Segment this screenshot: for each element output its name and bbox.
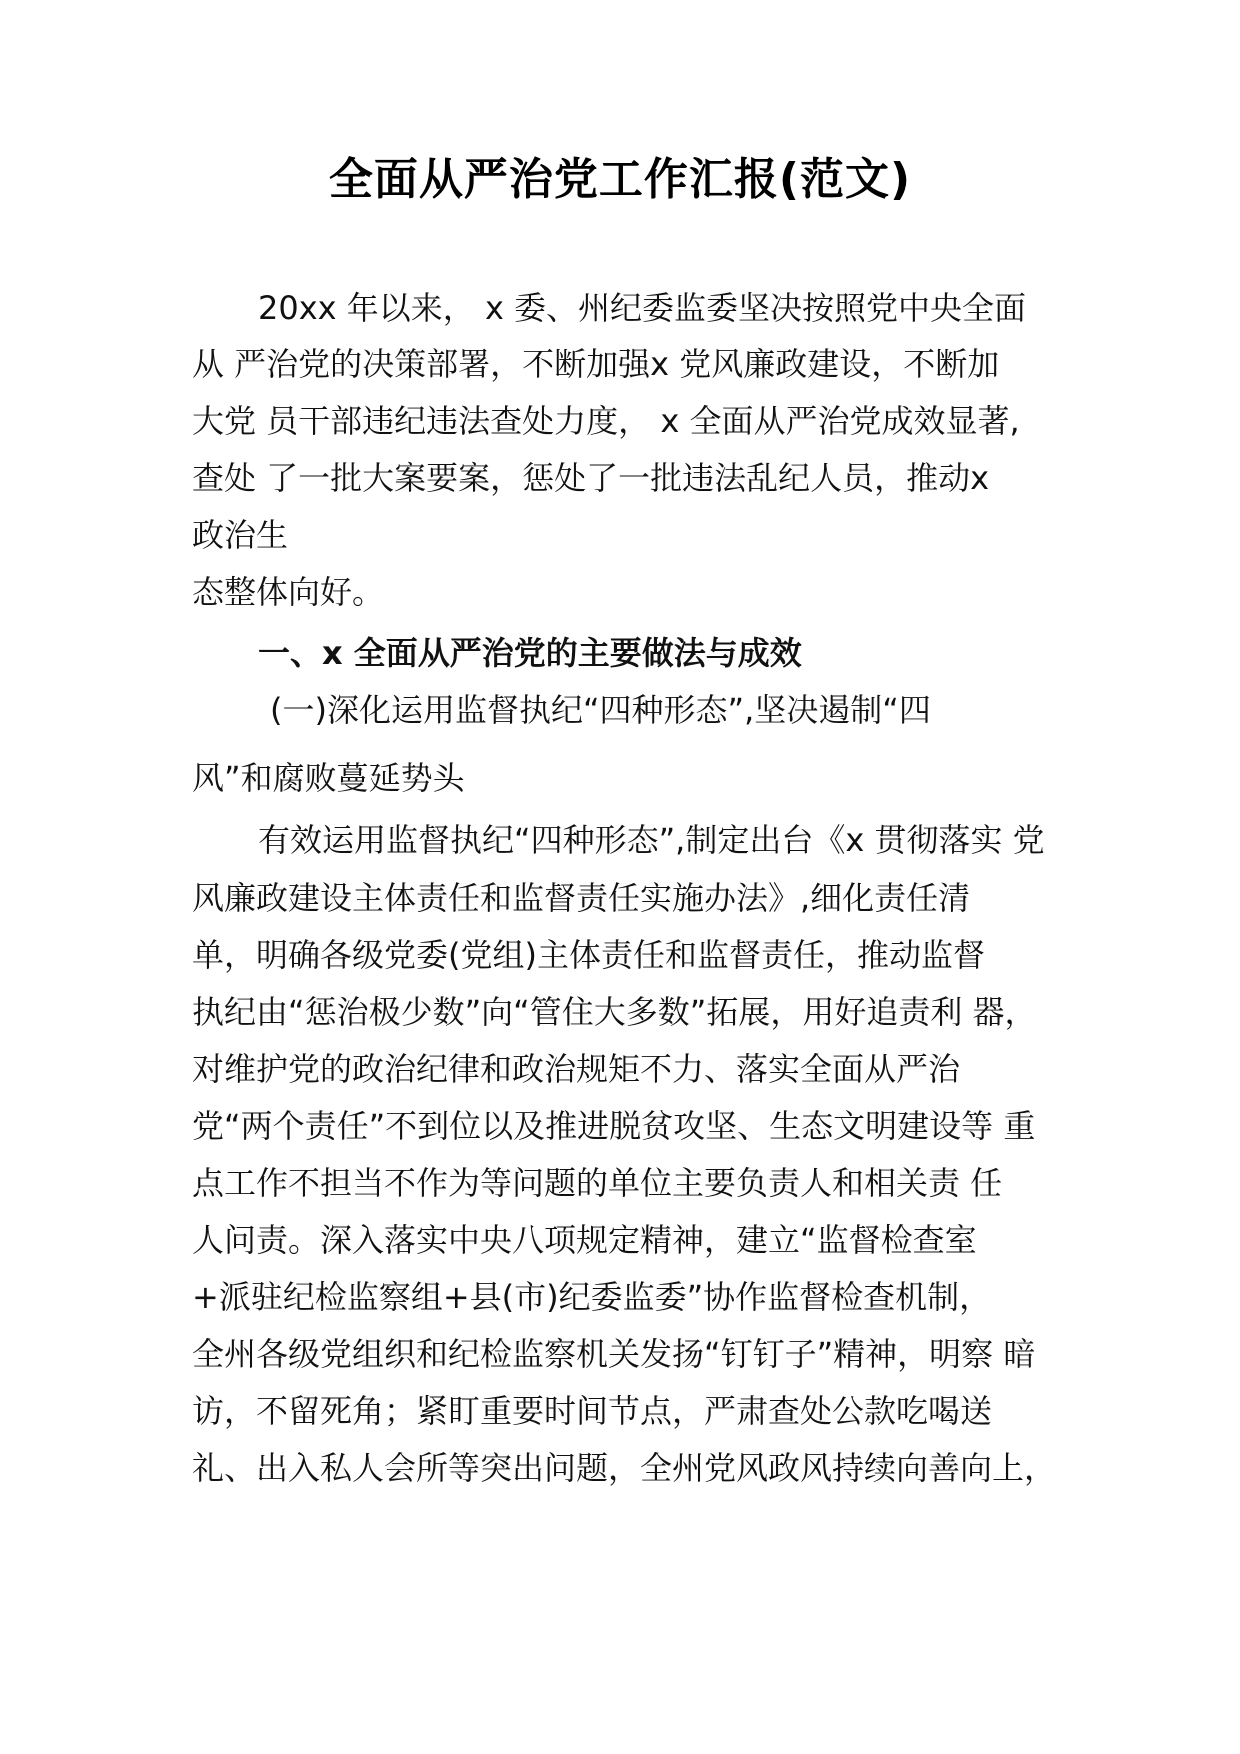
paragraph-line: 对维护党的政治纪律和政治规矩不力、落实全面从严治 — [192, 1050, 961, 1088]
paragraph-line: 政治生 — [192, 516, 289, 554]
subsection-heading-continued: 风”和腐败蔓延势头 — [192, 759, 465, 797]
paragraph-line: 风廉政建设主体责任和监督责任实施办法》,细化责任清 — [192, 879, 971, 917]
paragraph-line: 全州各级党组织和纪检监察机关发扬“钉钉子”精神，明察 暗 — [192, 1335, 1036, 1373]
paragraph-line: 礼、出入私人会所等突出问题，全州党风政风持续向善向上， — [192, 1449, 1057, 1487]
section-heading: 一、x 全面从严治党的主要做法与成效 — [258, 634, 802, 672]
subsection-heading: (一)深化运用监督执纪“四种形态”,坚决遏制“四 — [270, 691, 931, 729]
paragraph-line: 执纪由“惩治极少数”向“管住大多数”拓展，用好追责利 器， — [192, 993, 1037, 1031]
paragraph-line: 党“两个责任”不到位以及推进脱贫攻坚、生态文明建设等 重 — [192, 1107, 1036, 1145]
paragraph-line: 单，明确各级党委(党组)主体责任和监督责任，推动监督 — [192, 936, 985, 974]
paragraph-line: 点工作不担当不作为等问题的单位主要负责人和相关责 任 — [192, 1164, 1003, 1202]
paragraph-line: 查处 了一批大案要案，惩处了一批违法乱纪人员，推动x — [192, 459, 990, 497]
paragraph-line: 20xx 年以来， x 委、州纪委监委坚决按照党中央全面 — [258, 289, 1027, 327]
paragraph-line: +派驻纪检监察组+县(市)纪委监委”协作监督检查机制， — [192, 1278, 992, 1316]
paragraph-line: 人问责。深入落实中央八项规定精神，建立“监督检查室 — [192, 1221, 977, 1259]
paragraph-line: 态整体向好。 — [192, 573, 385, 611]
paragraph-line: 大党 员干部违纪违法查处力度， x 全面从严治党成效显著, — [192, 402, 1020, 440]
paragraph-line: 有效运用监督执纪“四种形态”,制定出台《x 贯彻落实 党 — [258, 821, 1045, 859]
paragraph-line: 访，不留死角；紧盯重要时间节点，严肃查处公款吃喝送 — [192, 1392, 993, 1430]
document-title: 全面从严治党工作汇报(范文) — [328, 154, 912, 205]
paragraph-line: 从 严治党的决策部署，不断加强x 党风廉政建设，不断加 — [192, 345, 1000, 383]
